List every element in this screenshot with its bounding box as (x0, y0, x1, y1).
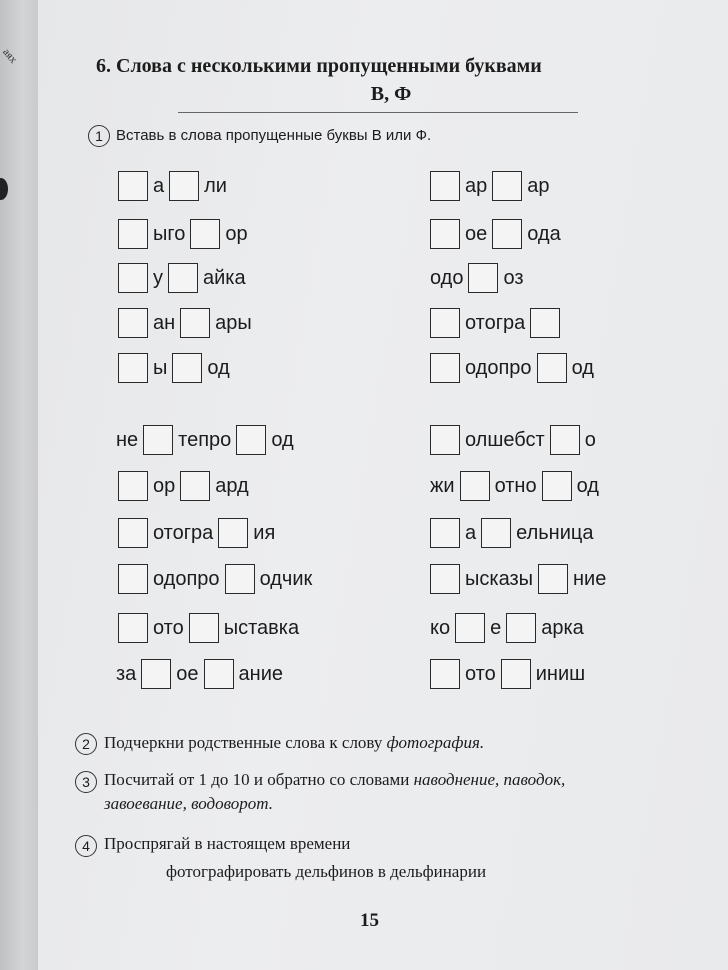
letter-blank-box[interactable] (430, 518, 460, 548)
word-fragment: айка (203, 266, 246, 289)
task4-instruction: Проспрягай в настоящем времени (104, 834, 351, 853)
word-fragment: отогра (465, 311, 526, 334)
word-fragment: ар (465, 174, 488, 197)
word-fragment: ысказы (465, 567, 534, 590)
word-fragment: ор (153, 474, 176, 497)
task1-instruction: Вставь в слова пропущенные буквы В или Ф. (116, 127, 432, 144)
letter-blank-box[interactable] (168, 263, 198, 293)
word-fragment: ода (527, 222, 561, 245)
letter-blank-box[interactable] (542, 471, 572, 501)
letter-blank-box[interactable] (430, 219, 460, 249)
letter-blank-box[interactable] (506, 613, 536, 643)
exercise-word-8-1 (118, 517, 275, 549)
letter-blank-box[interactable] (430, 353, 460, 383)
exercise-word-3-2 (430, 262, 524, 294)
word-fragment: ор (225, 222, 248, 245)
word-fragment: ар (527, 174, 550, 197)
letter-blank-box[interactable] (118, 564, 148, 594)
letter-blank-box[interactable] (141, 659, 171, 689)
task4-phrase: фотографировать дельфинов в дельфинарии (166, 862, 487, 881)
exercise-word-8-2 (430, 517, 593, 549)
word-fragment: ан (153, 311, 176, 334)
letter-blank-box[interactable] (180, 471, 210, 501)
letter-blank-box[interactable] (430, 564, 460, 594)
exercise-word-2-1 (118, 218, 248, 250)
task3-words-2: завоевание, водоворот. (104, 794, 273, 813)
word-fragment: од (207, 356, 230, 379)
task2-text: Подчеркни родственные слова к слову (104, 733, 387, 752)
exercise-word-11-1 (116, 658, 283, 690)
word-fragment: е (490, 616, 502, 639)
title-divider (178, 112, 578, 113)
word-fragment: ия (253, 521, 276, 544)
letter-blank-box[interactable] (180, 308, 210, 338)
page-number: 15 (360, 910, 379, 931)
exercise-word-5-1 (118, 352, 230, 384)
word-fragment: ото (153, 616, 184, 639)
word-fragment: од (571, 356, 594, 379)
word-fragment: олшебст (465, 428, 545, 451)
word-fragment: ы (153, 356, 168, 379)
task2-number-badge: 2 (75, 733, 97, 755)
letter-blank-box[interactable] (204, 659, 234, 689)
word-fragment: ыставка (223, 616, 300, 639)
word-fragment: ание (238, 662, 284, 685)
letter-blank-box[interactable] (118, 518, 148, 548)
letter-blank-box[interactable] (118, 263, 148, 293)
word-fragment: одо (430, 266, 464, 289)
exercise-word-5-2 (430, 352, 594, 384)
letter-blank-box[interactable] (172, 353, 202, 383)
word-fragment: отогра (153, 521, 214, 544)
section-title (96, 52, 676, 108)
exercise-word-4-2 (430, 307, 565, 339)
word-fragment: у (153, 266, 163, 289)
letter-blank-box[interactable] (538, 564, 568, 594)
letter-blank-box[interactable] (550, 425, 580, 455)
left-page-mark (0, 178, 8, 200)
exercise-word-10-2 (430, 612, 584, 644)
word-fragment: одчик (259, 567, 313, 590)
word-fragment: оз (503, 266, 524, 289)
word-fragment: ото (465, 662, 496, 685)
letter-blank-box[interactable] (169, 171, 199, 201)
word-fragment: ое (176, 662, 199, 685)
exercise-word-11-2 (430, 658, 585, 690)
exercise-word-9-1 (118, 563, 312, 595)
letter-blank-box[interactable] (118, 308, 148, 338)
word-fragment: ли (204, 174, 227, 197)
exercise-word-1-2 (430, 170, 550, 202)
word-fragment: иниш (535, 662, 586, 685)
exercise-word-9-2 (430, 563, 606, 595)
word-fragment: а (465, 521, 477, 544)
letter-blank-box[interactable] (455, 613, 485, 643)
letter-blank-box[interactable] (430, 659, 460, 689)
word-fragment: ние (573, 567, 607, 590)
letter-blank-box[interactable] (118, 171, 148, 201)
exercise-word-2-2 (430, 218, 561, 250)
word-fragment: отно (494, 474, 537, 497)
letter-blank-box[interactable] (190, 219, 220, 249)
letter-blank-box[interactable] (218, 518, 248, 548)
letter-blank-box[interactable] (118, 219, 148, 249)
word-fragment: тепро (178, 428, 232, 451)
word-fragment: ельница (516, 521, 594, 544)
letter-blank-box[interactable] (118, 613, 148, 643)
exercise-word-4-1 (118, 307, 252, 339)
word-fragment: одопро (153, 567, 220, 590)
task3-number-badge: 3 (75, 771, 97, 793)
exercise-word-6-1 (116, 424, 294, 456)
exercise-word-7-1 (118, 470, 249, 502)
letter-blank-box[interactable] (430, 171, 460, 201)
letter-blank-box[interactable] (481, 518, 511, 548)
letter-blank-box[interactable] (530, 308, 560, 338)
word-fragment: о (584, 428, 596, 451)
exercise-word-1-1 (118, 170, 227, 202)
section-title-line1: 6. Слова с несколькими пропущенными буквами (96, 55, 542, 77)
exercise-word-7-2 (430, 470, 599, 502)
exercise-word-3-1 (118, 262, 246, 294)
letter-blank-box[interactable] (468, 263, 498, 293)
word-fragment: ое (465, 222, 488, 245)
task3-words-1: наводнение, паводок, (413, 770, 566, 789)
letter-blank-box[interactable] (430, 425, 460, 455)
letter-blank-box[interactable] (189, 613, 219, 643)
word-fragment: од (271, 428, 294, 451)
letter-blank-box[interactable] (430, 308, 460, 338)
word-fragment: од (576, 474, 599, 497)
letter-blank-box[interactable] (492, 171, 522, 201)
word-fragment: ыго (153, 222, 186, 245)
word-fragment: ард (215, 474, 249, 497)
letter-blank-box[interactable] (501, 659, 531, 689)
left-page-corner-text: аях (0, 46, 20, 66)
letter-blank-box[interactable] (118, 471, 148, 501)
letter-blank-box[interactable] (236, 425, 266, 455)
letter-blank-box[interactable] (460, 471, 490, 501)
letter-blank-box[interactable] (118, 353, 148, 383)
word-fragment: арка (541, 616, 584, 639)
word-fragment: не (116, 428, 139, 451)
letter-blank-box[interactable] (225, 564, 255, 594)
task1-number-badge: 1 (88, 125, 110, 147)
word-fragment: жи (430, 474, 455, 497)
word-fragment: одопро (465, 356, 532, 379)
task3-text: Посчитай от 1 до 10 и обратно со словами (104, 770, 414, 789)
task2-instruction (104, 731, 484, 755)
word-fragment: а (153, 174, 165, 197)
task2-keyword: фотография. (386, 733, 485, 752)
task4-number-badge: 4 (75, 835, 97, 857)
section-title-line2: В, Ф (370, 83, 412, 105)
word-fragment: ары (215, 311, 252, 334)
word-fragment: за (116, 662, 137, 685)
task3-instruction (104, 768, 704, 816)
exercise-word-10-1 (118, 612, 299, 644)
left-page-edge (0, 0, 38, 970)
letter-blank-box[interactable] (492, 219, 522, 249)
letter-blank-box[interactable] (143, 425, 173, 455)
letter-blank-box[interactable] (537, 353, 567, 383)
word-fragment: ко (430, 616, 451, 639)
exercise-word-6-2 (430, 424, 596, 456)
